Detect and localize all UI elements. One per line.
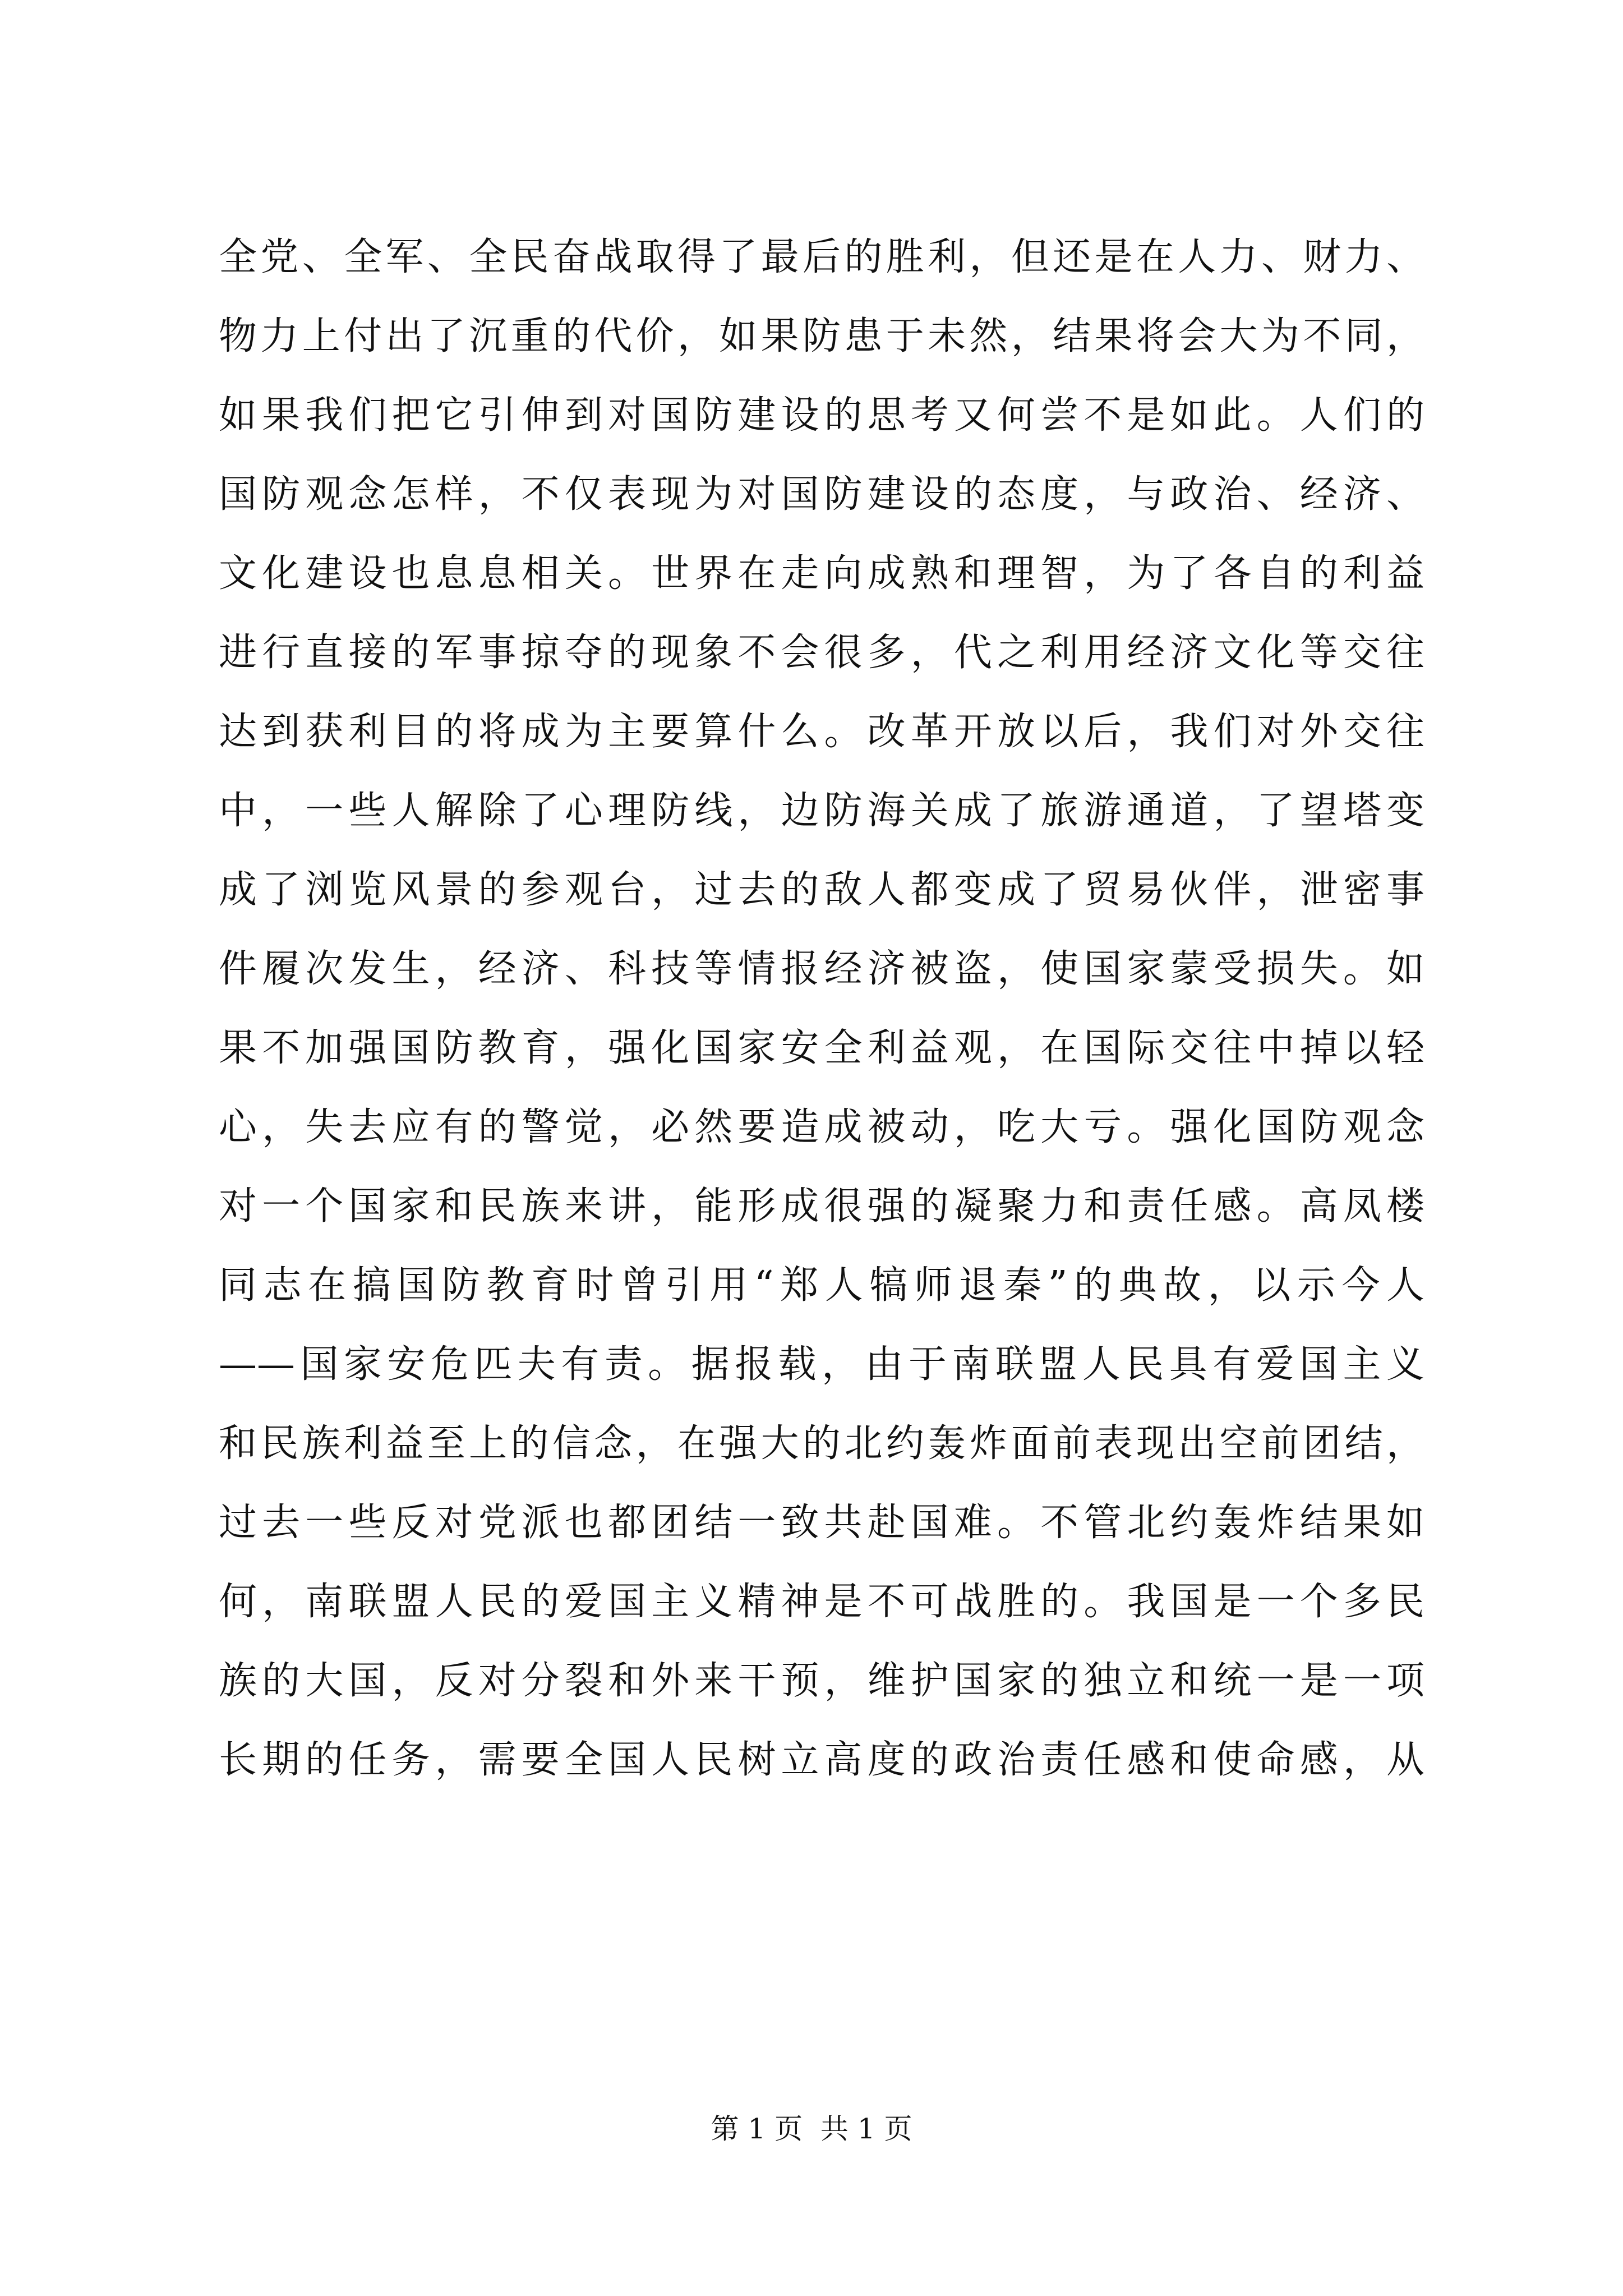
text-line: 件履次发生，经济、科技等情报经济被盗，使国家蒙受损失。如	[219, 947, 1424, 991]
text-line: 果不加强国防教育，强化国家安全利益观，在国际交往中掉以轻	[219, 1026, 1424, 1070]
text-line: 过去一些反对党派也都团结一致共赴国难。不管北约轰炸结果如	[219, 1501, 1424, 1545]
text-line: 文化建设也息息相关。世界在走向成熟和理智，为了各自的利益	[219, 551, 1424, 596]
text-line: 全党、全军、全民奋战取得了最后的胜利，但还是在人力、财力、	[219, 235, 1424, 279]
text-line: 何，南联盟人民的爱国主义精神是不可战胜的。我国是一个多民	[219, 1580, 1424, 1624]
text-line: 和民族利益至上的信念，在强大的北约轰炸面前表现出空前团结，	[219, 1421, 1424, 1466]
text-line: 国防观念怎样，不仅表现为对国防建设的态度，与政治、经济、	[219, 472, 1424, 517]
text-line: 物力上付出了沉重的代价，如果防患于未然，结果将会大为不同，	[219, 314, 1424, 358]
text-line: 心，失去应有的警觉，必然要造成被动，吃大亏。强化国防观念	[219, 1105, 1424, 1149]
text-line: 对一个国家和民族来讲，能形成很强的凝聚力和责任感。高凤楼	[219, 1184, 1424, 1228]
text-line: 达到获利目的将成为主要算什么。改革开放以后，我们对外交往	[219, 710, 1424, 754]
text-line: 成了浏览风景的参观台，过去的敌人都变成了贸易伙伴，泄密事	[219, 868, 1424, 912]
text-line: 中，一些人解除了心理防线，边防海关成了旅游通道，了望塔变	[219, 789, 1424, 833]
text-line: 进行直接的军事掠夺的现象不会很多，代之利用经济文化等交往	[219, 631, 1424, 675]
page-number-footer: 第 1 页 共 1 页	[711, 2113, 912, 2145]
text-line: 同志在搞国防教育时曾引用“郑人犒师退秦”的典故，以示今人	[219, 1263, 1424, 1308]
text-line: 长期的任务，需要全国人民树立高度的政治责任感和使命感，从	[219, 1738, 1424, 1782]
text-line: 族的大国，反对分裂和外来干预，维护国家的独立和统一是一项	[219, 1659, 1424, 1703]
text-line: 如果我们把它引伸到对国防建设的思考又何尝不是如此。人们的	[219, 393, 1424, 438]
text-line: ——国家安危匹夫有责。据报载，由于南联盟人民具有爱国主义	[219, 1342, 1424, 1387]
body-text	[219, 218, 1424, 1800]
